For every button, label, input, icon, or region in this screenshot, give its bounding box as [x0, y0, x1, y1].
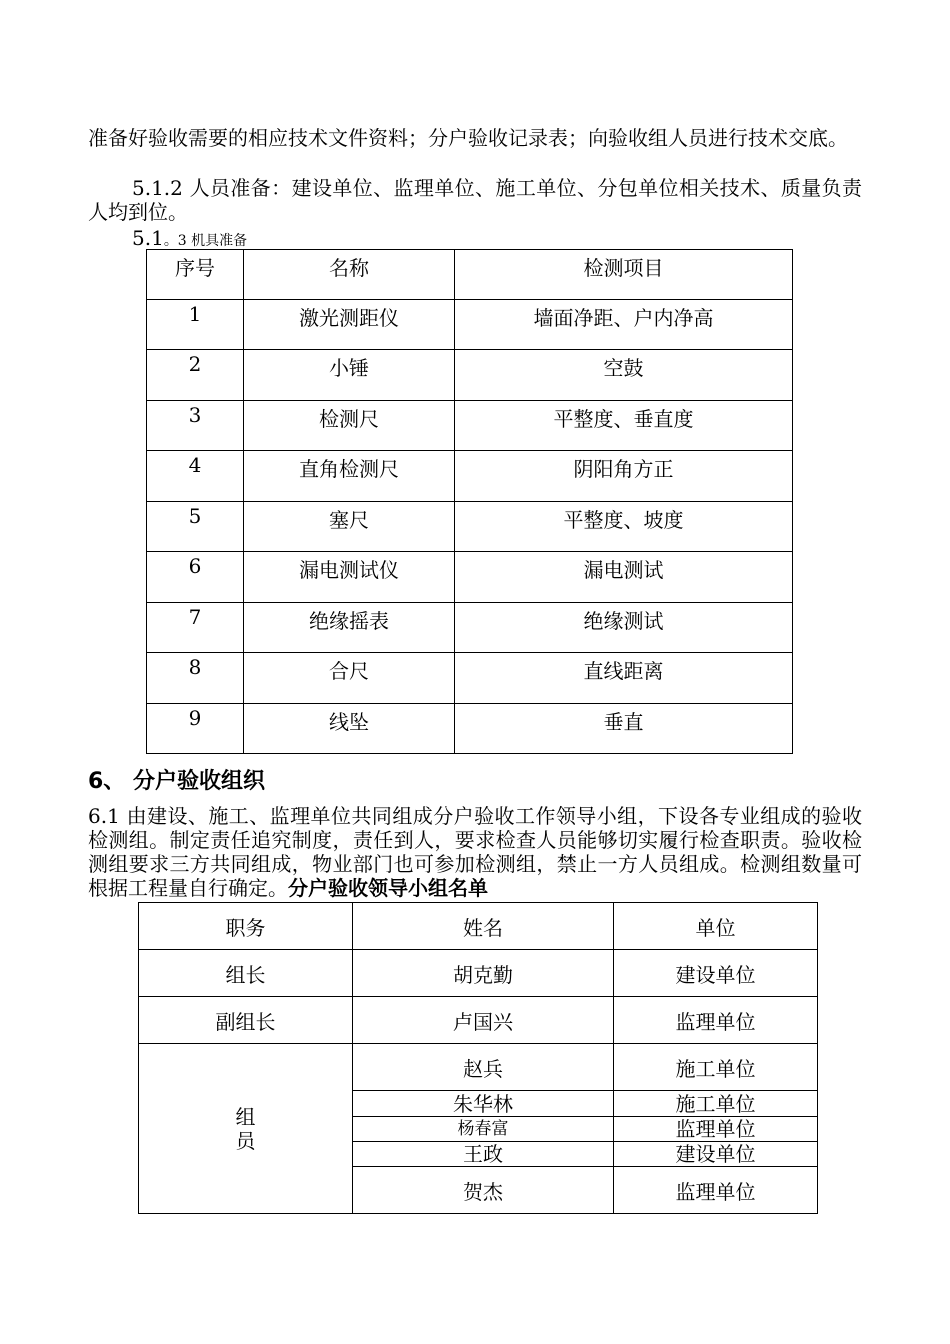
leader-list-title: 分户验收领导小组名单: [288, 876, 488, 900]
paragraph-tech-prep: 准备好验收需要的相应技术文件资料；分户验收记录表；向验收组人员进行技术交底。: [88, 126, 848, 150]
person-name-cell: 赵兵: [353, 1044, 614, 1091]
unit-cell: 监理单位: [614, 1167, 818, 1214]
unit-cell: 施工单位: [614, 1091, 818, 1117]
tool-name: 漏电测试仪: [244, 552, 455, 603]
tool-check-item: 绝缘测试: [455, 603, 793, 653]
table-row: [147, 653, 793, 704]
table-row: [147, 603, 793, 653]
tool-index: 3: [147, 401, 244, 451]
tool-index: 1: [147, 300, 244, 350]
header-check-item: 检测项目: [455, 250, 793, 300]
leader-group-table: [138, 902, 818, 1214]
tool-index: 4: [147, 451, 244, 502]
paragraph-staff-prep: 5.1.2 人员准备：建设单位、监理单位、施工单位、分包单位相关技术、质量负责人均到位。: [88, 176, 862, 224]
unit-cell: 施工单位: [614, 1044, 818, 1091]
section-6-heading: 6、 分户验收组织: [88, 769, 265, 794]
tool-index: 8: [147, 653, 244, 704]
tool-check-item: 空鼓: [455, 350, 793, 401]
header-role: 职务: [139, 903, 353, 950]
member-role-line: 组: [235, 1104, 256, 1129]
tool-check-item: 漏电测试: [455, 552, 793, 603]
tool-index: 6: [147, 552, 244, 603]
tools-label-text: 。3 机具准备: [163, 233, 248, 249]
person-name-cell: 王政: [353, 1142, 614, 1167]
table-row: [147, 552, 793, 603]
table-row: [147, 401, 793, 451]
tool-name: 绝缘摇表: [244, 603, 455, 653]
tools-table: [146, 249, 793, 754]
unit-cell: 建设单位: [614, 950, 818, 997]
tool-check-item: 墙面净距、户内净高: [455, 300, 793, 350]
unit-cell: 监理单位: [614, 1117, 818, 1142]
tool-name: 激光测距仪: [244, 300, 455, 350]
tool-name: 线坠: [244, 704, 455, 754]
tool-index: 7: [147, 603, 244, 653]
person-name-cell: 卢国兴: [353, 997, 614, 1044]
tool-check-item: 垂直: [455, 704, 793, 754]
person-name-cell: 贺杰: [353, 1167, 614, 1214]
tool-index: 2: [147, 350, 244, 401]
table-row: [147, 502, 793, 552]
tool-index: 9: [147, 704, 244, 754]
paragraph-organization: [88, 804, 862, 900]
header-name: 名称: [244, 250, 455, 300]
tool-check-item: 平整度、垂直度: [455, 401, 793, 451]
table-row: [147, 704, 793, 754]
table-row: [139, 950, 818, 997]
member-role-cell: [139, 1044, 353, 1214]
person-name-cell: 朱华林: [353, 1091, 614, 1117]
tool-check-item: 直线距离: [455, 653, 793, 704]
role-cell: 副组长: [139, 997, 353, 1044]
tools-label-number: 5.1: [132, 226, 164, 250]
table-row: [147, 350, 793, 401]
tool-name: 塞尺: [244, 502, 455, 552]
unit-cell: 监理单位: [614, 997, 818, 1044]
tool-index: 5: [147, 502, 244, 552]
table-row: [139, 1044, 818, 1091]
header-person-name: 姓名: [353, 903, 614, 950]
person-name-cell: 胡克勤: [353, 950, 614, 997]
tool-check-item: 阴阳角方正: [455, 451, 793, 502]
tools-table-header-row: [147, 250, 793, 300]
tool-name: 直角检测尺: [244, 451, 455, 502]
header-unit: 单位: [614, 903, 818, 950]
role-cell: 组长: [139, 950, 353, 997]
tool-check-item: 平整度、坡度: [455, 502, 793, 552]
tool-name: 小锤: [244, 350, 455, 401]
table-row: [139, 997, 818, 1044]
unit-cell: 建设单位: [614, 1142, 818, 1167]
tool-name: 检测尺: [244, 401, 455, 451]
member-role-line: 员: [235, 1128, 256, 1153]
tool-name: 合尺: [244, 653, 455, 704]
leader-table-header-row: [139, 903, 818, 950]
table-row: [147, 300, 793, 350]
organization-text: 6.1 由建设、施工、监理单位共同组成分户验收工作领导小组，下设各专业组成的验收检测组。制定责任追究制度，责任到人，要求检查人员能够切实履行检查职责。验收检测组要求三方共同组成，物业部门也可参加检测组，禁止一方人员组成。检测组数量可根据工程量自行确定。: [88, 804, 862, 900]
header-index: 序号: [147, 250, 244, 300]
table-row: [147, 451, 793, 502]
person-name-cell: 杨春富: [353, 1117, 614, 1142]
